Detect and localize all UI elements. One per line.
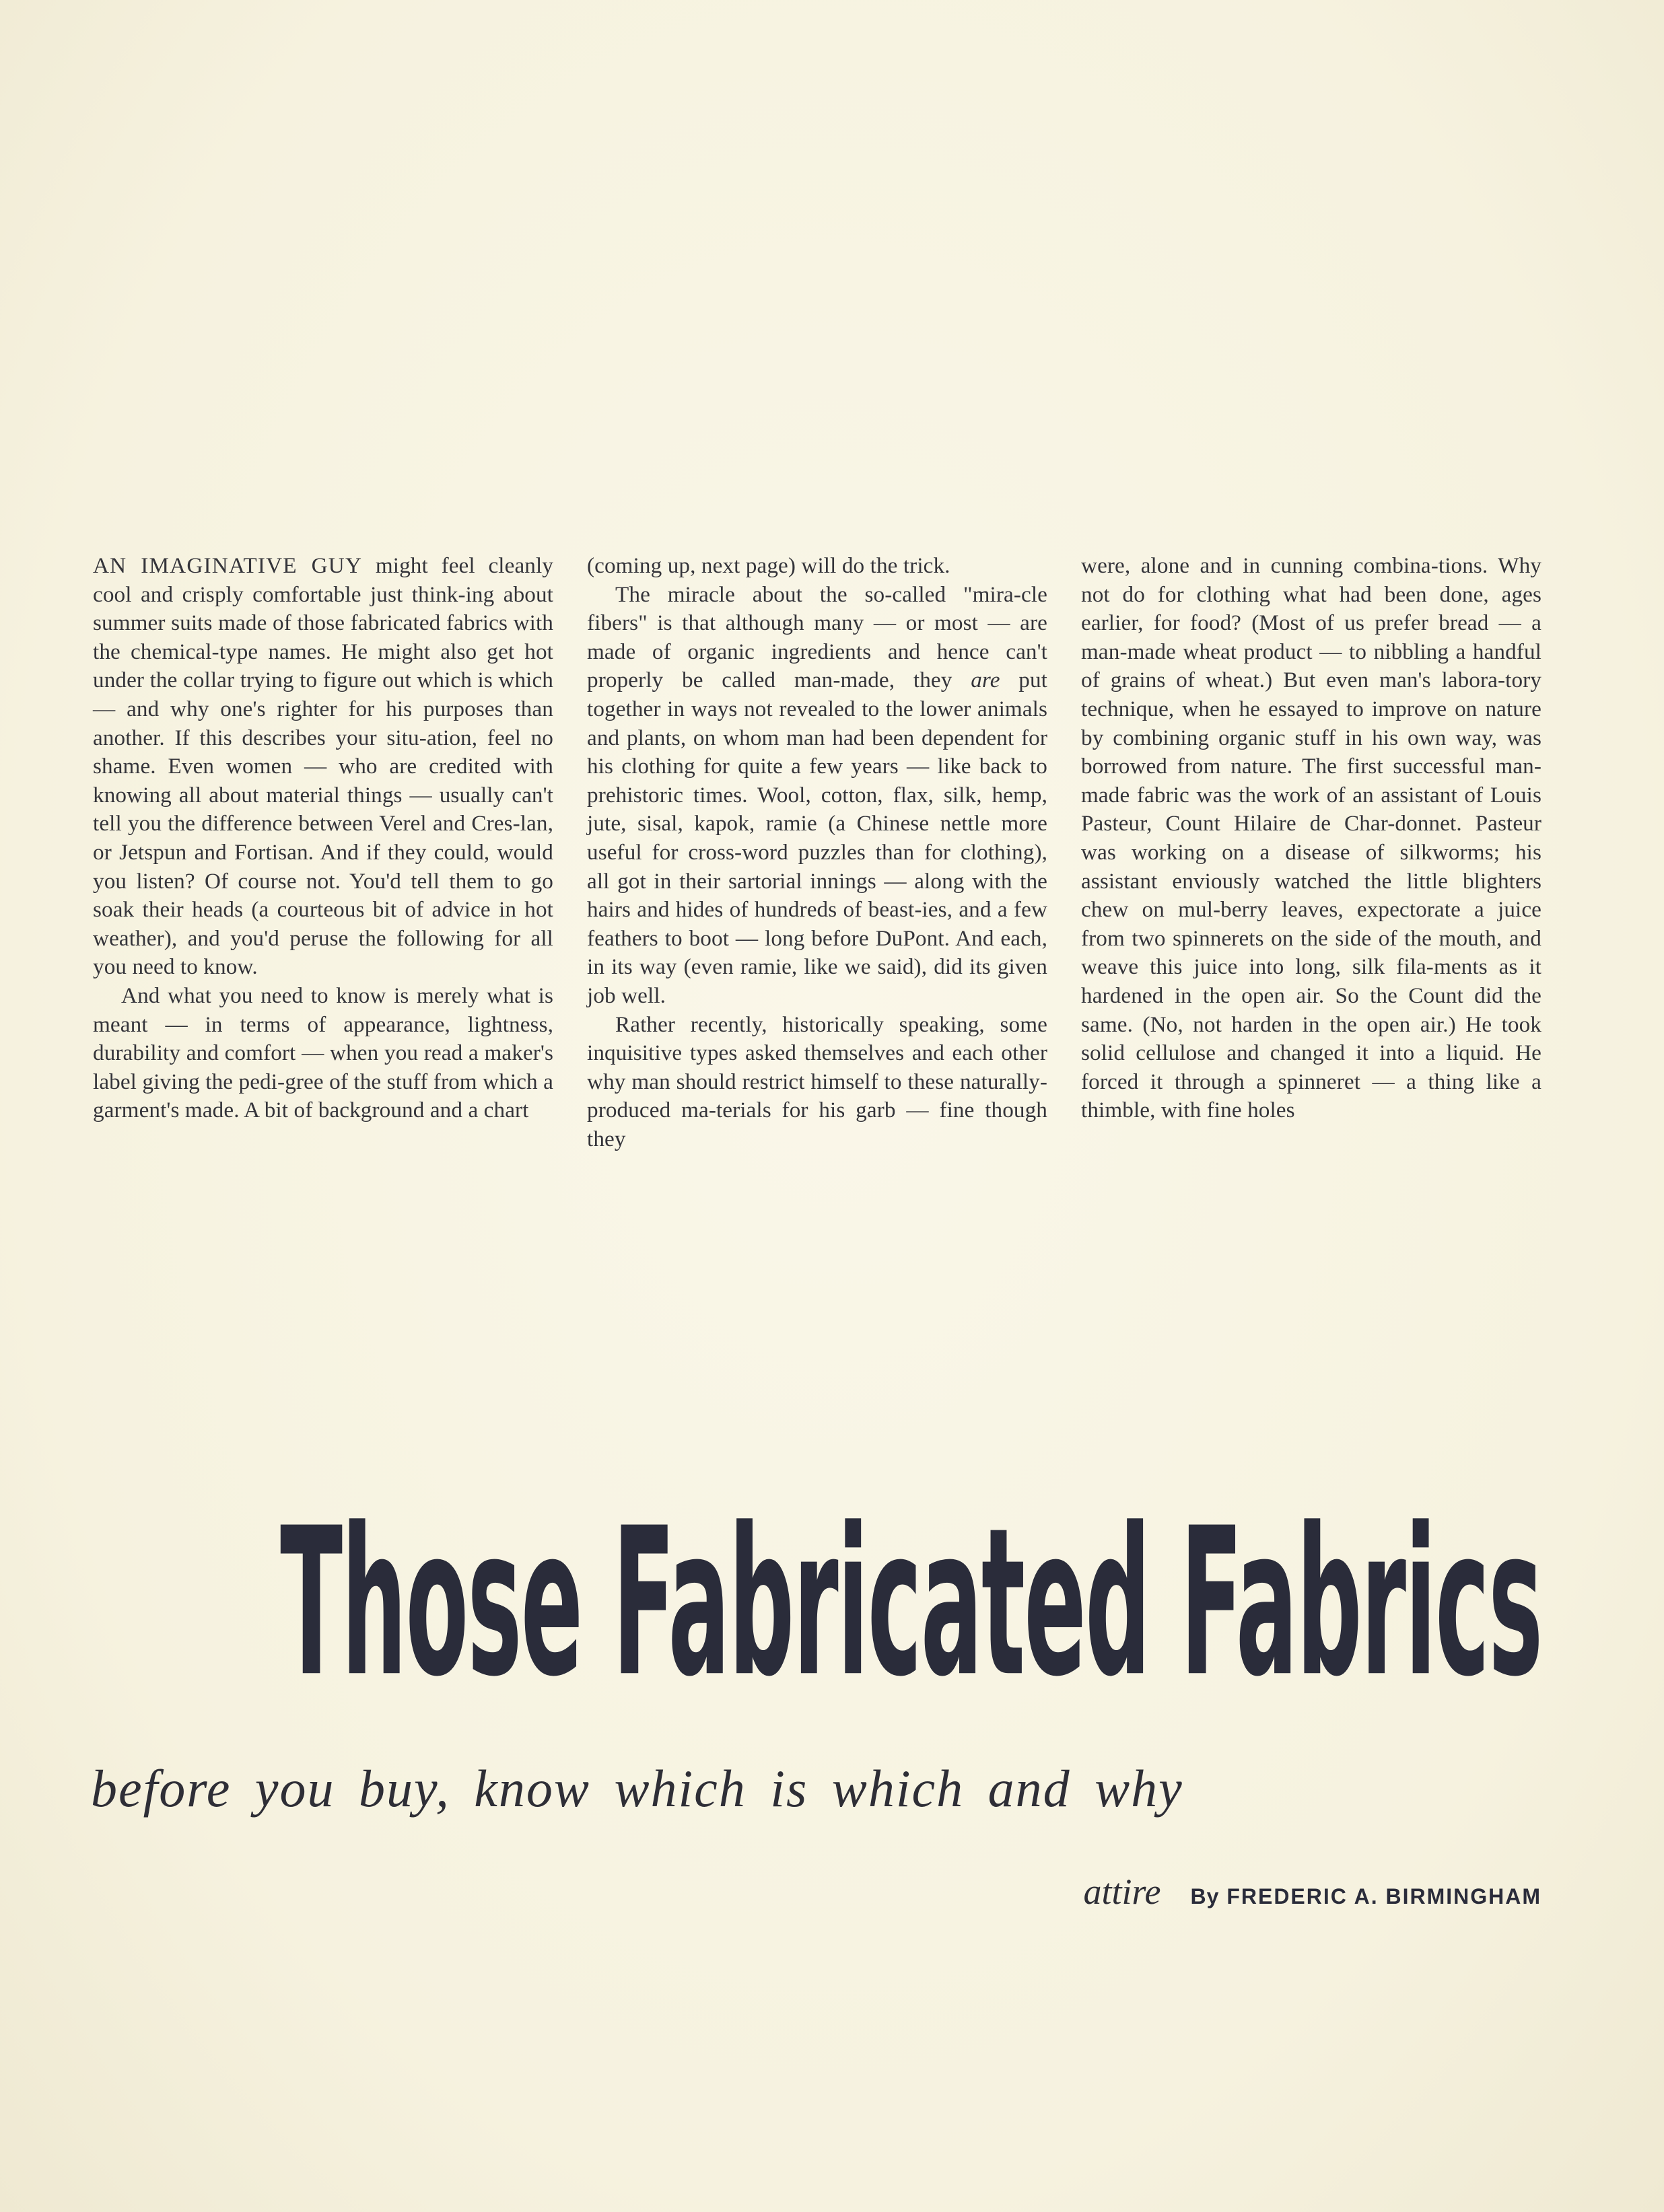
text-column-2 (587, 552, 1047, 1153)
article-body (93, 552, 1541, 1153)
text-column-1 (93, 552, 553, 1153)
lead-in: AN IMAGINATIVE GUY (93, 553, 363, 578)
paragraph: And what you need to know is merely what is meant — in terms of appearance, lightness, durability and comfort — when you read a maker's label giving the pedi-gree of the stuff from which a garment's made. A bit of background and a chart (93, 983, 553, 1123)
paragraph: Rather recently, historically speaking, some inquisitive types asked themselves and each other why man should restrict himself to these naturally-produced ma-terials for his garb — fine though they (587, 1011, 1047, 1151)
author-name: FREDERIC A. BIRMINGHAM (1226, 1884, 1541, 1908)
paragraph-text: The miracle about the so-called "mira-cle fibers" is that although many — or most — are made of organic ingredients and hence can't properly be called man-made, they (587, 581, 1047, 693)
paragraph-text: put together in ways not revealed to the lower animals and plants, on whom man had been dependent for his clothing for quite a few years — like back to prehistoric times. Wool, cotton, flax, silk, hemp, jute, sisal, kapok, ramie (a Chinese nettle more useful for cross-word puzzles than for clothing), all got in their sartorial innings — along with the hairs and hides of hundreds of beast-ies, and a few feathers to boot — long before DuPont. And each, in its way (even ramie, like we said), did its given job well. (587, 668, 1048, 1008)
paragraph: (coming up, next page) will do the trick. (587, 553, 950, 578)
byline-prefix: By (1190, 1884, 1220, 1908)
paragraph-text: might feel cleanly cool and crisply comfortable just think-ing about summer suits made of those fabricated fabrics with the chemical-type names. He might also get hot under the collar trying to figure out which is which — and why one's righter for his purposes than another. If this describes your situ-ation, feel no shame. Even women — who are credited with knowing all about material things — usually can't tell you the difference between Verel and Cres-lan, or Jetspun and Fortisan. And if they could, would you listen? Of course not. You'd tell them to go soak their heads (a courteous bit of advice in hot weather), and you'd peruse the following for all you need to know. (93, 553, 553, 980)
paragraph: were, alone and in cunning combina-tions. Why not do for clothing what had been done, ages earlier, for food? (Most of us prefer bread — a man-made wheat product — to nibbling a handful of grains of wheat.) But even man's labora-tory technique, when he essayed to improve on nature by combining organic stuff in his own way, was borrowed from nature. The first successful man-made fabric was the work of an assistant of Louis Pasteur, Count Hilaire de Char-donnet. Pasteur was working on a disease of silkworms; his assistant enviously watched the little blighters chew on mul-berry leaves, expectorate a juice from two spinnerets on the side of the mouth, and weave this juice into long, silk fila-ments as it hardened in the open air. So the Count did the same. (No, not harden in the open air.) He took solid cellulose and changed it into a liquid. He forced it through a spinneret — a thing like a thimble, with fine holes (1081, 553, 1541, 1123)
emphasis: are (971, 668, 1000, 693)
paragraph (93, 552, 553, 982)
paragraph (587, 581, 1047, 1011)
text-column-3 (1081, 552, 1541, 1153)
article-subtitle: before you buy, know which is which and why (91, 1759, 1183, 1818)
author-credit (1191, 1884, 1541, 1909)
section-name: attire (1083, 1871, 1161, 1912)
byline (1084, 1871, 1541, 1913)
article-headline: Those Fabricated Fabrics (279, 1484, 1541, 1722)
